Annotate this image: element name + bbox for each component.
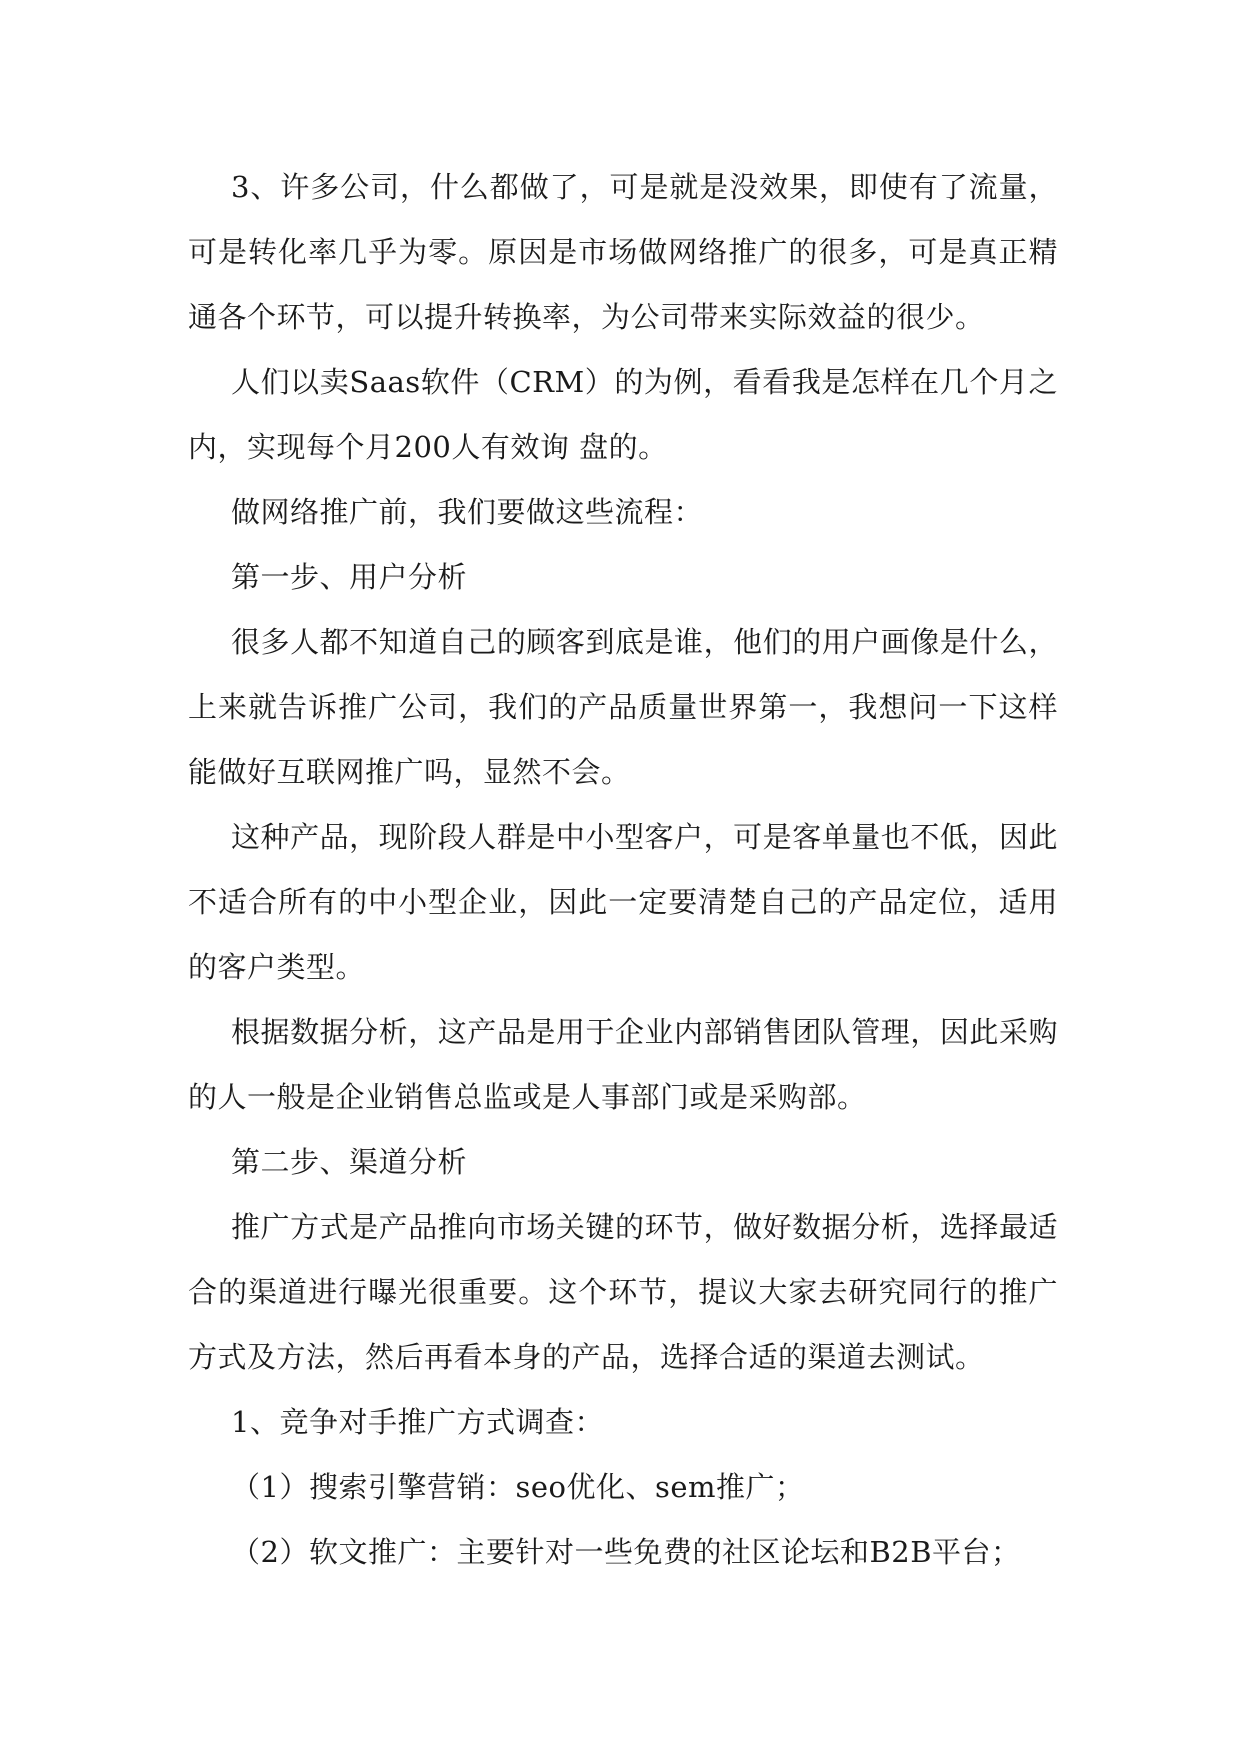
paragraph-user-persona: 很多人都不知道自己的顾客到底是谁，他们的用户画像是什么，上来就告诉推广公司，我们的产品质量世界第一，我想问一下这样能做好互联网推广吗，显然不会。 (188, 625, 1058, 789)
paragraph-product-positioning: 这种产品，现阶段人群是中小型客户，可是客单量也不低，因此不适合所有的中小型企业，因此一定要清楚自己的产品定位，适用的客户类型。 (188, 820, 1058, 984)
paragraph-intro-problem: 3、许多公司，什么都做了，可是就是没效果，即使有了流量，可是转化率几乎为零。原因是市场做网络推广的很多，可是真正精通各个环节，可以提升转换率，为公司带来实际效益的很少。 (188, 170, 1058, 334)
heading-step-two: 第二步、渠道分析 (231, 1145, 468, 1179)
paragraph-saas-example: 人们以卖Saas软件（CRM）的为例，看看我是怎样在几个月之内，实现每个月200人有效询 盘的。 (188, 365, 1058, 464)
paragraph-channel-analysis: 推广方式是产品推向市场关键的环节，做好数据分析，选择最适合的渠道进行曝光很重要。这个环节，提议大家去研究同行的推广方式及方法，然后再看本身的产品，选择合适的渠道去测试。 (188, 1210, 1058, 1374)
heading-step-one: 第一步、用户分析 (231, 560, 468, 594)
paragraph-process-intro: 做网络推广前，我们要做这些流程： (231, 495, 704, 529)
list-item-soft-article: （2）软文推广：主要针对一些免费的社区论坛和B2B平台； (231, 1535, 1021, 1569)
list-item-search-engine: （1）搜索引擎营销：seo优化、sem推广； (231, 1470, 805, 1504)
paragraph-data-analysis: 根据数据分析，这产品是用于企业内部销售团队管理，因此采购的人一般是企业销售总监或是人事部门或是采购部。 (188, 1015, 1058, 1114)
list-heading-competitor-survey: 1、竞争对手推广方式调查： (231, 1405, 604, 1439)
document-body (188, 155, 1058, 1585)
